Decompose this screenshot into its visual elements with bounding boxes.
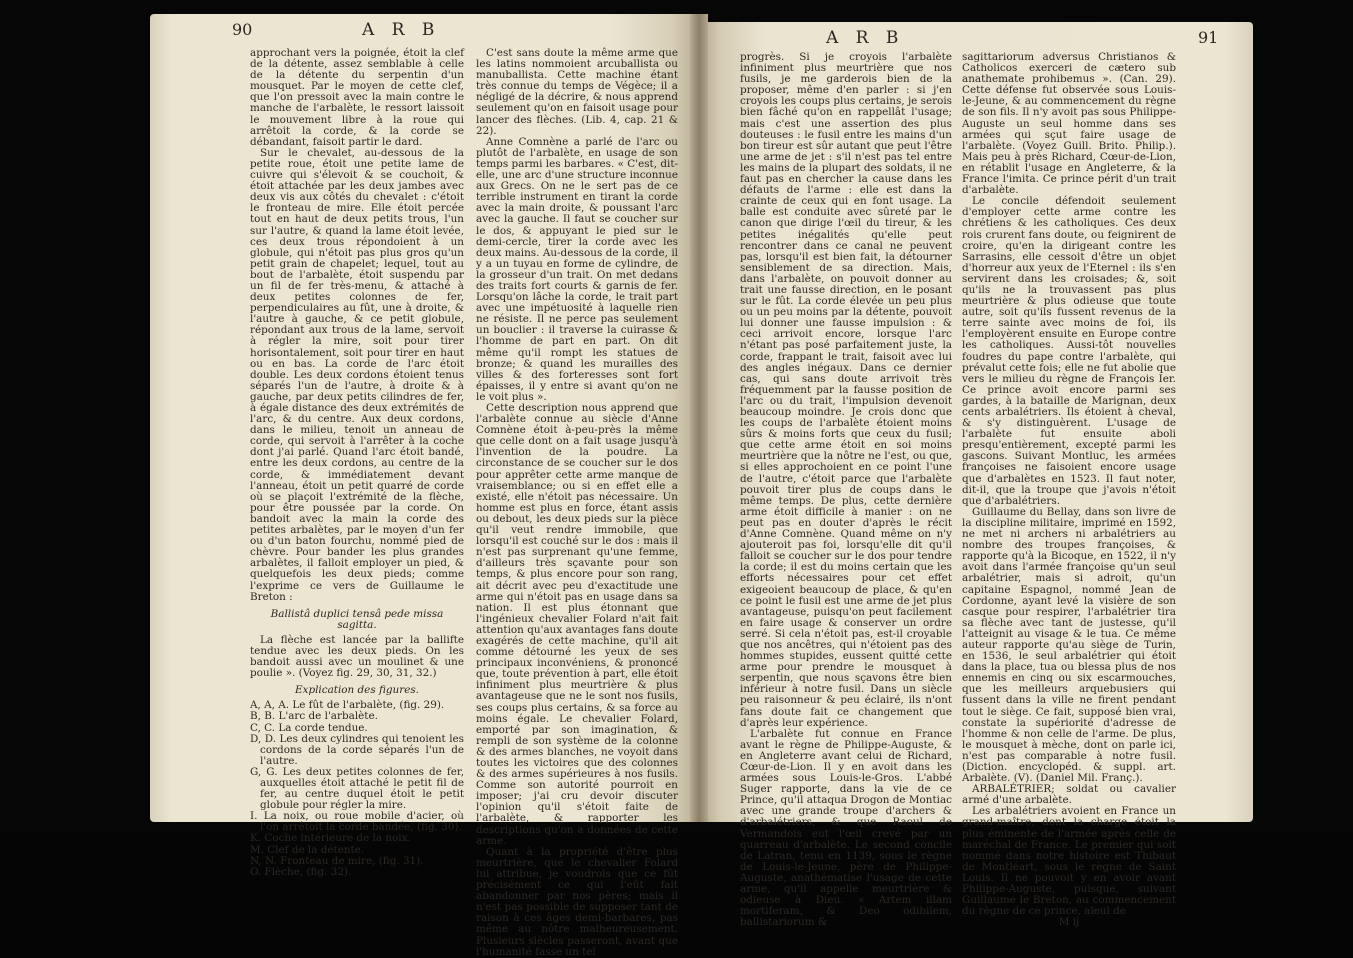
paragraph: Le concile défendoit seulement d'employer cette arme contre les chrétiens & les catholiques. Ces deux rois crurent fans doute, ou feignirent de croire, qu'en la dirigeant contre les Sarrasins, elle cessoit d'être un objet d'horreur aux yeux de l'Eternel : ils s'en servirent dans les croisades; &, soit qu'ils ne la trouvassent pas plus meurtrière & plus odieuse que toute autre, soit qu'ils fussent revenus de la terre sainte avec moins de foi, ils l'employèrent ensuite en Europe contre les catholiques. Aussi-tôt nouvelles foudres du pape contre l'arbalète, qui prévalut cette fois; elle ne fut abolie que vers le milieu du règne de François Ier. Ce prince avoit encore parmi ses gardes, à la bataille de Marignan, deux cents arbalétriers. Ils étoient à cheval, & s'y distinguèrent. L'usage de l'arbalète fut ensuite aboli presqu'entièrement, excepté parmi les gascons. Suivant Montluc, les armées françoises ne faisoient encore usage que d'arbalètes en 1523. Il faut noter, dit-il, que la troupe que j'avois n'étoit que d'arbalétriers. xyxy=(962,195,1176,507)
left-running-head: A R B xyxy=(362,20,441,40)
paragraph: progrès. Si je croyois l'arbalète infiniment plus meurtrière que nos fusils, je me garderois bien de la proposer, même d'en parler : si j'en croyois les coups plus certains, je serois bien fâché qu'on en rappellât l'usage; mais c'est une assertion des plus douteuses : le fusil entre les mains d'un bon tireur est sûr autant que peut l'être une arme de jet : s'il n'est pas tel entre les mains de la plupart des soldats, il ne faut pas en chercher la cause dans les défauts de l'arme : elle est dans la crainte de ceux qui en font usage. La balle est conduite avec sûreté par le canon que dirige l'œil du tireur, & les petites inégalités qu'elle peut rencontrer dans ce canal ne peuvent pas, lorsqu'il est bien fait, la détourner sensiblement de sa direction. Mais, dans l'arbalète, on pouvoit donner au trait une fausse direction, en le posant sur le fût. La corde élevée un peu plus ou un peu moins par la détente, pouvoit lui donner une fausse impulsion : & ceci arrivoit encore, lorsque l'arc n'étant pas posé parfaitement juste, la corde, frappant le trait, faisoit avec lui des angles inégaux. Dans ce dernier cas, qui sans doute arrivoit très fréquemment par la fausse position de l'arc ou du trait, l'impulsion devenoit beaucoup moindre. Je crois donc que les coups de l'arbalète étoient moins sûrs & moins forts que ceux du fusil; que cette arme étoit en soi moins meurtrière que la nôtre ne l'est, ou que, si elles approchoient en ce point l'une de l'autre, c'étoit parce que l'arbalète pouvoit tirer plus de coups dans le même temps. De plus, cette dernière arme étoit difficile à manier : on ne peut pas en douter d'après le récit d'Anne Comnène. Quand même on n'y ajouteroit pas foi, lorsqu'elle dit qu'il falloit se coucher sur le dos pour tendre la corde; il est du moins certain que les efforts nécessaires pour cet effet exigeoient beaucoup de place, & qu'en ce point le fusil est une arme de jet plus avantageuse, puisqu'on peut facilement en faire usage & conserver un ordre serré. Si cela n'étoit pas, est-il croyable que nos ancêtres, qui n'étoient pas des hommes stupides, eussent quitté cette arme pour prendre le mousquet à serpentin, que nous sçavons être bien inférieur à notre fusil. Dans un siècle peu raisonneur & peu éclairé, ils n'ont fans doute fait ce changement que d'après leur expérience. xyxy=(740,51,952,729)
explication-title: Explication des figures. xyxy=(295,684,419,697)
figure-item: G, G. Les deux petites colonnes de fer, auxquelles étoit attaché le petit fil de fer, au centre duquel étoit le petit globule pour régler la mire. xyxy=(250,765,464,812)
signature-mark: M ij xyxy=(1058,916,1080,929)
figure-item: A, A, A. Le fût de l'arbalète, (fig. 29). xyxy=(250,699,445,712)
paragraph: Les arbalétriers avoient en France un grand-maître, dont la charge étoit la plus éminente de l'armée après celle de maréchal de France. Le premier qui soit nommé dans notre histoire est Thibaut de Montléart, sous le règne de Saint Louis. Il ne pouvoit y en avoir avant Philippe-Auguste, puisque, suivant Guillaume le Breton, au commencement du règne de ce prince, aïeul de xyxy=(962,805,1176,918)
paragraph: La flèche est lancée par la ballifte tendue avec les deux pieds. On les bandoit aussi avec un moulinet & une poulie ». (Voyez fig. 29, 30, 31, 32.) xyxy=(250,633,464,680)
left-page xyxy=(150,14,698,958)
paragraph: Anne Comnène a parlé de l'arc ou plutôt de l'arbalète, en usage de son temps parmi les barbares. « C'est, dit-elle, une arc d'une structure inconnue aux Grecs. On ne le sert pas de ce terrible instrument en tirant la corde avec la main droite, & poussant l'arc avec la gauche. Il faut se coucher sur le dos, & appuyant le pied sur le demi-cercle, tirer la corde avec les deux mains. Au-dessous de la corde, il y a un tuyau en forme de cylindre, de la grosseur d'un trait. On met dedans des traits fort courts & garnis de fer. Lorsqu'on lâche la corde, le trait part avec une impétuosité à laquelle rien ne résiste. Il ne perce pas seulement un bouclier : il traverse la cuirasse & l'homme de part en part. On dit même qu'il rompt les statues de bronze; & quand les murailles des villes & des forteresses sont fort épaisses, il y entre si avant qu'on ne le voit plus ». xyxy=(476,135,678,403)
paragraph: Quant à la propriété d'être plus meurtrière, que le chevalier Folard lui attribue, je voudrois que ce fût précisément ce qui l'eût fait abandonner par nos pères; mais il n'est pas possible de supposer tant de raison à ces âges demi-barbares, pas même au nôtre malheureusement. Plusieurs siècles passeront, avant que l'humanité fasse un tel xyxy=(476,845,678,958)
figure-item: N, N. Fronteau de mire, (fig. 31). xyxy=(250,854,424,867)
left-column-2 xyxy=(476,48,678,958)
left-page-number: 90 xyxy=(232,20,253,39)
figure-item: B, B. L'arc de l'arbalète. xyxy=(250,710,378,723)
right-page-number: 91 xyxy=(1198,28,1219,47)
figure-item: D, D. Les deux cylindres qui tenoient les cordons de la corde séparés l'un de l'autre. xyxy=(250,732,464,767)
figure-item: M. Clef de la détente. xyxy=(250,843,365,856)
right-column-1 xyxy=(740,52,952,928)
figure-item: O. Flèche, (fig. 32). xyxy=(250,865,352,878)
figure-item: K. Coche intérieure de la noix. xyxy=(250,832,411,845)
paragraph: Cette description nous apprend que l'arbalète connue au siècle d'Anne Comnène étoit à-peu-près la même que celle dont on a fait usage jusqu'à l'invention de la poudre. La circonstance de se coucher sur le dos pour apprêter cette arme manque de vraisemblance; ou si en effet elle a existé, elle n'étoit pas nécessaire. Un homme est plus en force, étant assis ou debout, les deux pieds sur la pièce qu'il veut rendre immobile, que lorsqu'il est couché sur le dos : mais il n'est pas surprenant qu'une femme, d'ailleurs très sçavante pour son temps, & plus encore pour son rang, ait décrit avec peu d'exactitude une arme qui n'étoit pas en usage dans sa nation. Il est plus étonnant que l'ingénieux chevalier Folard n'ait fait attention qu'aux avantages fans doute exagérés de cette machine, qu'il ait comme détourné les yeux de ses principaux inconvéniens, & prononcé que, toute prévention à part, elle étoit infiniment plus meurtrière & plus avantageuse que ne le sont nos fusils, ses coups plus certains, & sa force au moins égale. Le chevalier Folard, emporté par son imagination, & rempli de son système de la colonne & des armes blanches, ne voyoit dans toutes les victoires que des colonnes & des armes supérieures à nos fusils. Comme son autorité pourroit en imposer; j'ai cru devoir discuter l'opinion qu'il s'étoit faite de l'arbalète, & rapporter les descriptions qu'on a données de cette arme. xyxy=(476,402,678,847)
figure-item: I. La noix, ou roue mobile d'acier, où l'on arrêtoit la corde bandée, (fig. 30). xyxy=(250,810,464,834)
figure-item: C, C. La corde tendue. xyxy=(250,721,368,734)
right-column-2 xyxy=(962,52,1176,928)
paragraph: C'est sans doute la même arme que les latins nommoient arcuballista ou manuballista. Cette machine étant très connue du temps de Végèce; il a négligé de la décrire, & nous apprend seulement qu'on en faisoit usage pour lancer des flèches. (Lib. 4, cap. 21 & 22). xyxy=(476,47,678,137)
latin-verse: Ballistâ duplici tensâ pede missa sagitta. xyxy=(270,607,444,631)
right-running-head: A R B xyxy=(826,28,905,48)
book-gutter xyxy=(690,14,708,822)
left-column-1 xyxy=(250,48,464,878)
paragraph: L'arbalète fut connue en France avant le règne de Philippe-Auguste, & en Angleterre avant celui de Richard, Cœur-de-Lion. Il y en avoit dans les armées sous Louis-le-Gros. L'abbé Suger rapporte, dans la vie de ce Prince, qu'il attaqua Drogon de Montiac avec une grande troupe d'archers & d'arbalétriers, & que Raoul de Vermandois eut l'œil crevé par un quarreau d'arbalète. Le second concile de Latran, tenu en 1139, sous le règne de Louis-le-Jeune, père de Philippe-Auguste, anathématise l'usage de cette arme, qu'il appelle meurtrière & odieuse à Dieu. « Artem illam mortiferam, & Deo odibilem, ballistariorum & xyxy=(740,727,952,929)
right-page xyxy=(698,22,1253,929)
paragraph: Guillaume du Bellay, dans son livre de la discipline militaire, imprimé en 1592, ne met ni archers ni arbalétriers au nombre des troupes françoises, & rapporte qu'à la Bicoque, en 1522, il n'y avoit dans l'armée françoise qu'un seul arbalétrier, mais si adroit, qu'un capitaine Espagnol, nommé Jean de Cordonne, ayant levé la visière de son casque pour respirer, l'arbalétrier tira sa flèche avec tant de justesse, qu'il l'atteignit au visage & le tua. Ce même auteur rapporte qu'au siège de Turin, en 1536, le seul arbalétrier qui étoit dans la place, tua ou blessa plus de nos ennemis en cinq ou six escarmouches, que les meilleurs arquebusiers qui fussent dans la ville ne firent pendant tout le siège. Ce fait, supposé bien vrai, constate la supériorité d'adresse de l'homme & non celle de l'arme. De plus, le mousquet à mèche, dont on parle ici, n'est pas comparable à notre fusil. (Diction. encyclopéd. & suppl. art. Arbalète. (V). (Daniel Mil. Franç.). xyxy=(962,505,1176,785)
paragraph: approchant vers la poignée, étoit la clef de la détente, assez semblable à celle de la détente du serpentin d'un mousquet. Par le moyen de cette clef, que l'on pressoit avec la main contre le manche de l'arbalète, le ressort laissoit le mouvement libre à la roue qui arrêtoit la corde, & la corde se débandant, faisoit partir le dard. xyxy=(250,47,464,148)
paragraph: sagittariorum adversus Christianos & Catholicos exerceri de cætero sub anathemate prohibemus ». (Can. 29). Cette défense fut observée sous Louis-le-Jeune, & au commencement du règne de son fils. Il n'y avoit pas sous Philippe-Auguste un seul homme dans ses armées qui sçut faire usage de l'arbalète. (Voyez Guill. Brito. Philip.). Mais peu à près Richard, Cœur-de-Lion, en rétablit l'usage en Angleterre, & la France l'imita. Ce prince périt d'un trait d'arbalète. xyxy=(962,51,1176,197)
paragraph: ARBALÉTRIER; soldat ou cavalier armé d'une arbalète. xyxy=(962,783,1176,807)
paragraph: Sur le chevalet, au-dessous de la petite roue, étoit une petite lame de cuivre qui s'élevoit & se couchoit, & étoit attachée par les deux jambes avec deux vis aux côtés du chevalet : c'étoit le fronteau de mire. Elle étoit percée tout en haut de deux petits trous, l'un sur l'autre, & quand la lame étoit levée, ces deux trous répondoient à un globule, qui n'étoit pas plus gros qu'un petit grain de chapelet; lequel, tout au bout de l'arbalète, étoit suspendu par un fil de fer très-menu, & attaché à deux petites colonnes de fer, perpendiculaires au fût, une à droite, & l'autre à gauche, & ce petit globule, répondant aux trous de la lame, servoit à régler la mire, soit pour tirer horisontalement, soit pour tirer en haut ou en bas. La corde de l'arc étoit double. Les deux cordons étoient tenus séparés l'un de l'autre, à droite & à gauche, par deux petits cilindres de fer, à égale distance des deux extrémités de l'arc, & du centre. Aux deux cordons, dans le milieu, tenoit un anneau de corde, qui servoit à l'arrêter à la coche dont j'ai parlé. Quand l'arc étoit bandé, entre les deux cordons, au centre de la corde, & immédiatement devant l'anneau, étoit un petit quarré de corde où se plaçoit l'extrémité de la flèche, pour être poussée par la corde. On bandoit avec la main la corde des petites arbalètes, par le moyen d'un fer ou d'un baton fourchu, nommé pied de chèvre. Pour bander les plus grandes arbalètes, il falloit employer un pied, & quelquefois les deux pieds; comme l'exprime ce vers de Guillaume le Breton : xyxy=(250,146,464,603)
